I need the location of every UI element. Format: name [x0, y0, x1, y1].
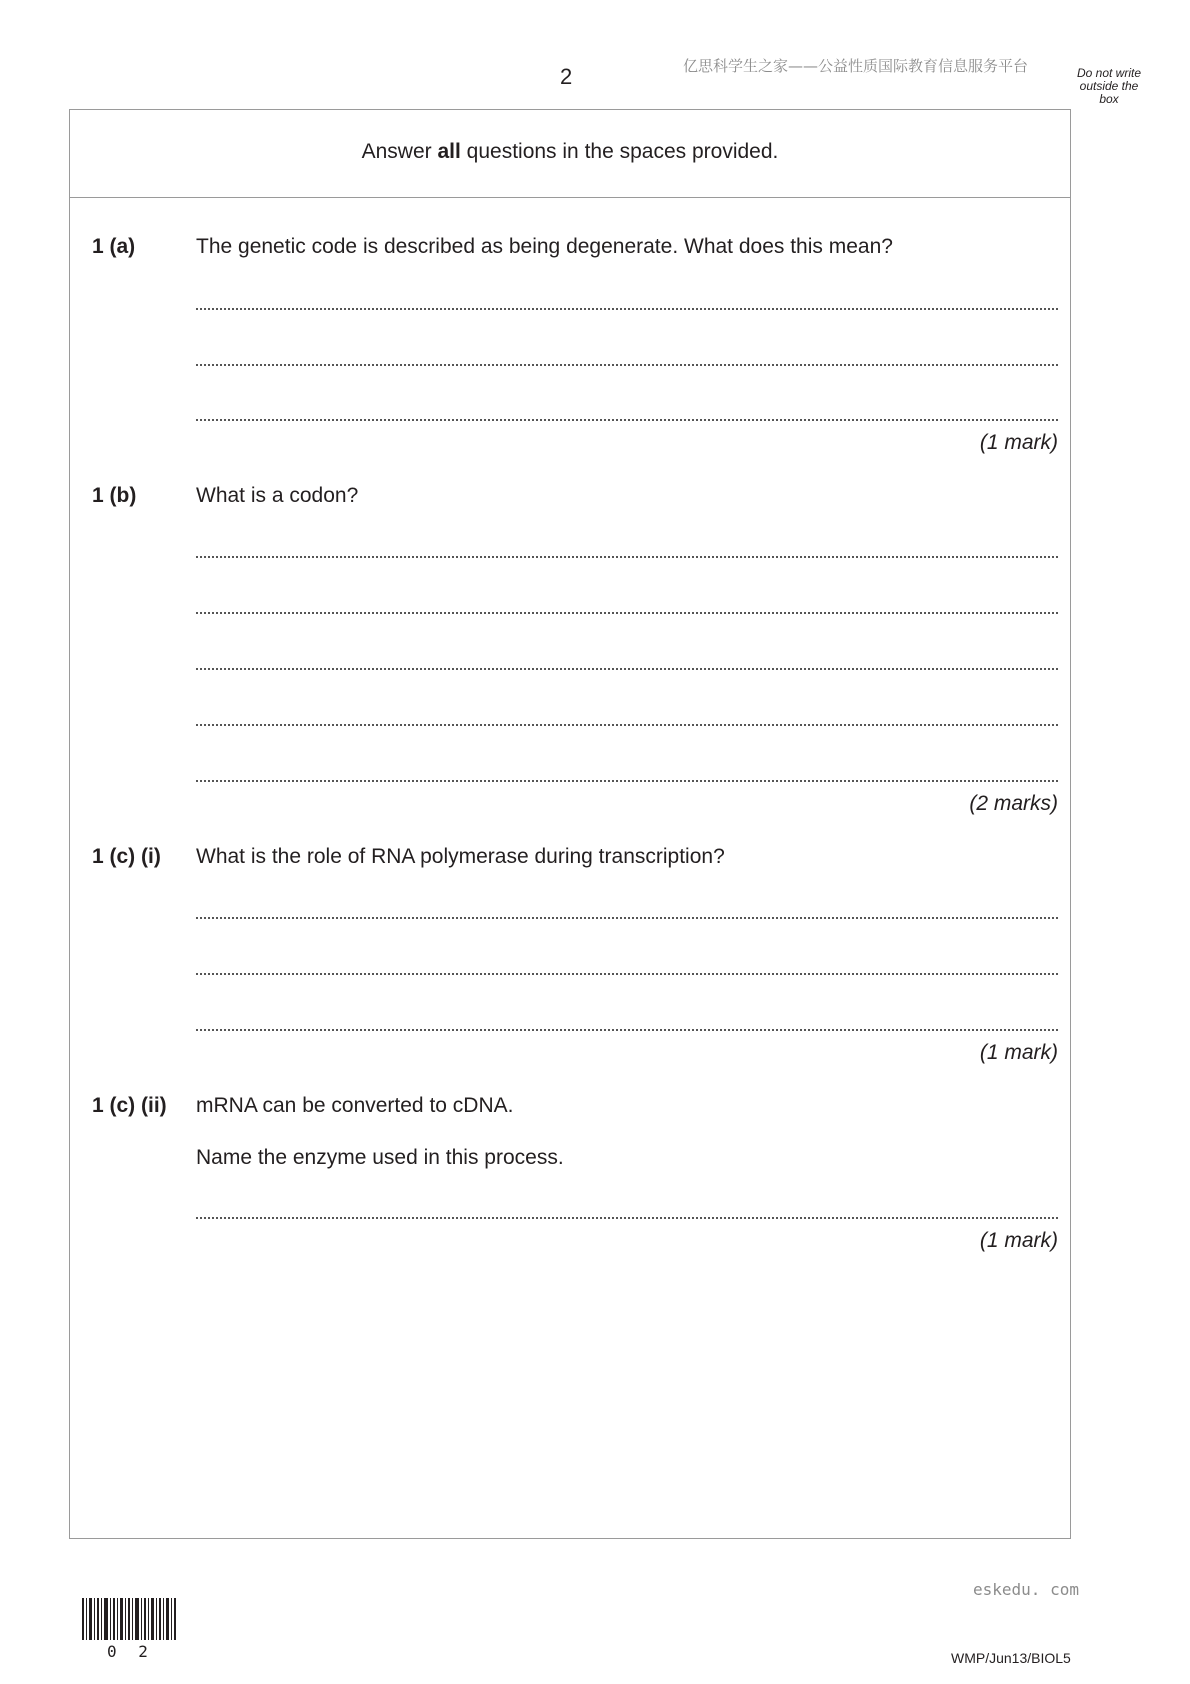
barcode-image [82, 1598, 178, 1640]
mark-allocation: (1 mark) [979, 1041, 1058, 1064]
answer-line[interactable] [196, 1217, 1058, 1219]
answer-line[interactable] [196, 780, 1058, 782]
paper-reference-code: WMP/Jun13/BIOL5 [951, 1650, 1071, 1666]
answer-line[interactable] [196, 364, 1058, 366]
answer-line[interactable] [196, 419, 1058, 421]
margin-note-line: box [1099, 92, 1119, 106]
margin-note-line: outside the [1079, 79, 1139, 93]
margin-note [1072, 67, 1146, 106]
question-text: mRNA can be converted to cDNA. [196, 1094, 514, 1117]
answer-line[interactable] [196, 612, 1058, 614]
answer-line[interactable] [196, 724, 1058, 726]
mark-allocation: (1 mark) [979, 1229, 1058, 1252]
footer-watermark: eskedu. com [973, 1580, 1079, 1599]
question-text: The genetic code is described as being degenerate. What does this mean? [196, 235, 893, 258]
answer-box-frame [69, 109, 1071, 1539]
mark-allocation: (2 marks) [969, 792, 1058, 815]
barcode-digits: 0 2 [107, 1642, 154, 1661]
margin-note-line: Do not write [1076, 66, 1142, 80]
instruction-bold: all [437, 140, 461, 163]
question-number: 1 (c) (i) [92, 845, 161, 868]
mark-allocation: (1 mark) [979, 431, 1058, 454]
question-number: 1 (a) [92, 235, 136, 258]
header-watermark: 亿思科学生之家——公益性质国际教育信息服务平台 [683, 57, 1029, 75]
instruction-text [69, 140, 1071, 164]
answer-line[interactable] [196, 668, 1058, 670]
question-text: Name the enzyme used in this process. [196, 1146, 564, 1169]
question-text: What is a codon? [196, 484, 359, 507]
answer-line[interactable] [196, 308, 1058, 310]
answer-line[interactable] [196, 973, 1058, 975]
instruction-suffix: questions in the spaces provided. [460, 140, 779, 163]
page-number: 2 [560, 64, 573, 89]
question-text: What is the role of RNA polymerase during transcription? [196, 845, 725, 868]
answer-line[interactable] [196, 917, 1058, 919]
question-number: 1 (b) [92, 484, 137, 507]
answer-line[interactable] [196, 556, 1058, 558]
answer-line[interactable] [196, 1029, 1058, 1031]
question-number: 1 (c) (ii) [92, 1094, 167, 1117]
instruction-prefix: Answer [361, 140, 438, 163]
